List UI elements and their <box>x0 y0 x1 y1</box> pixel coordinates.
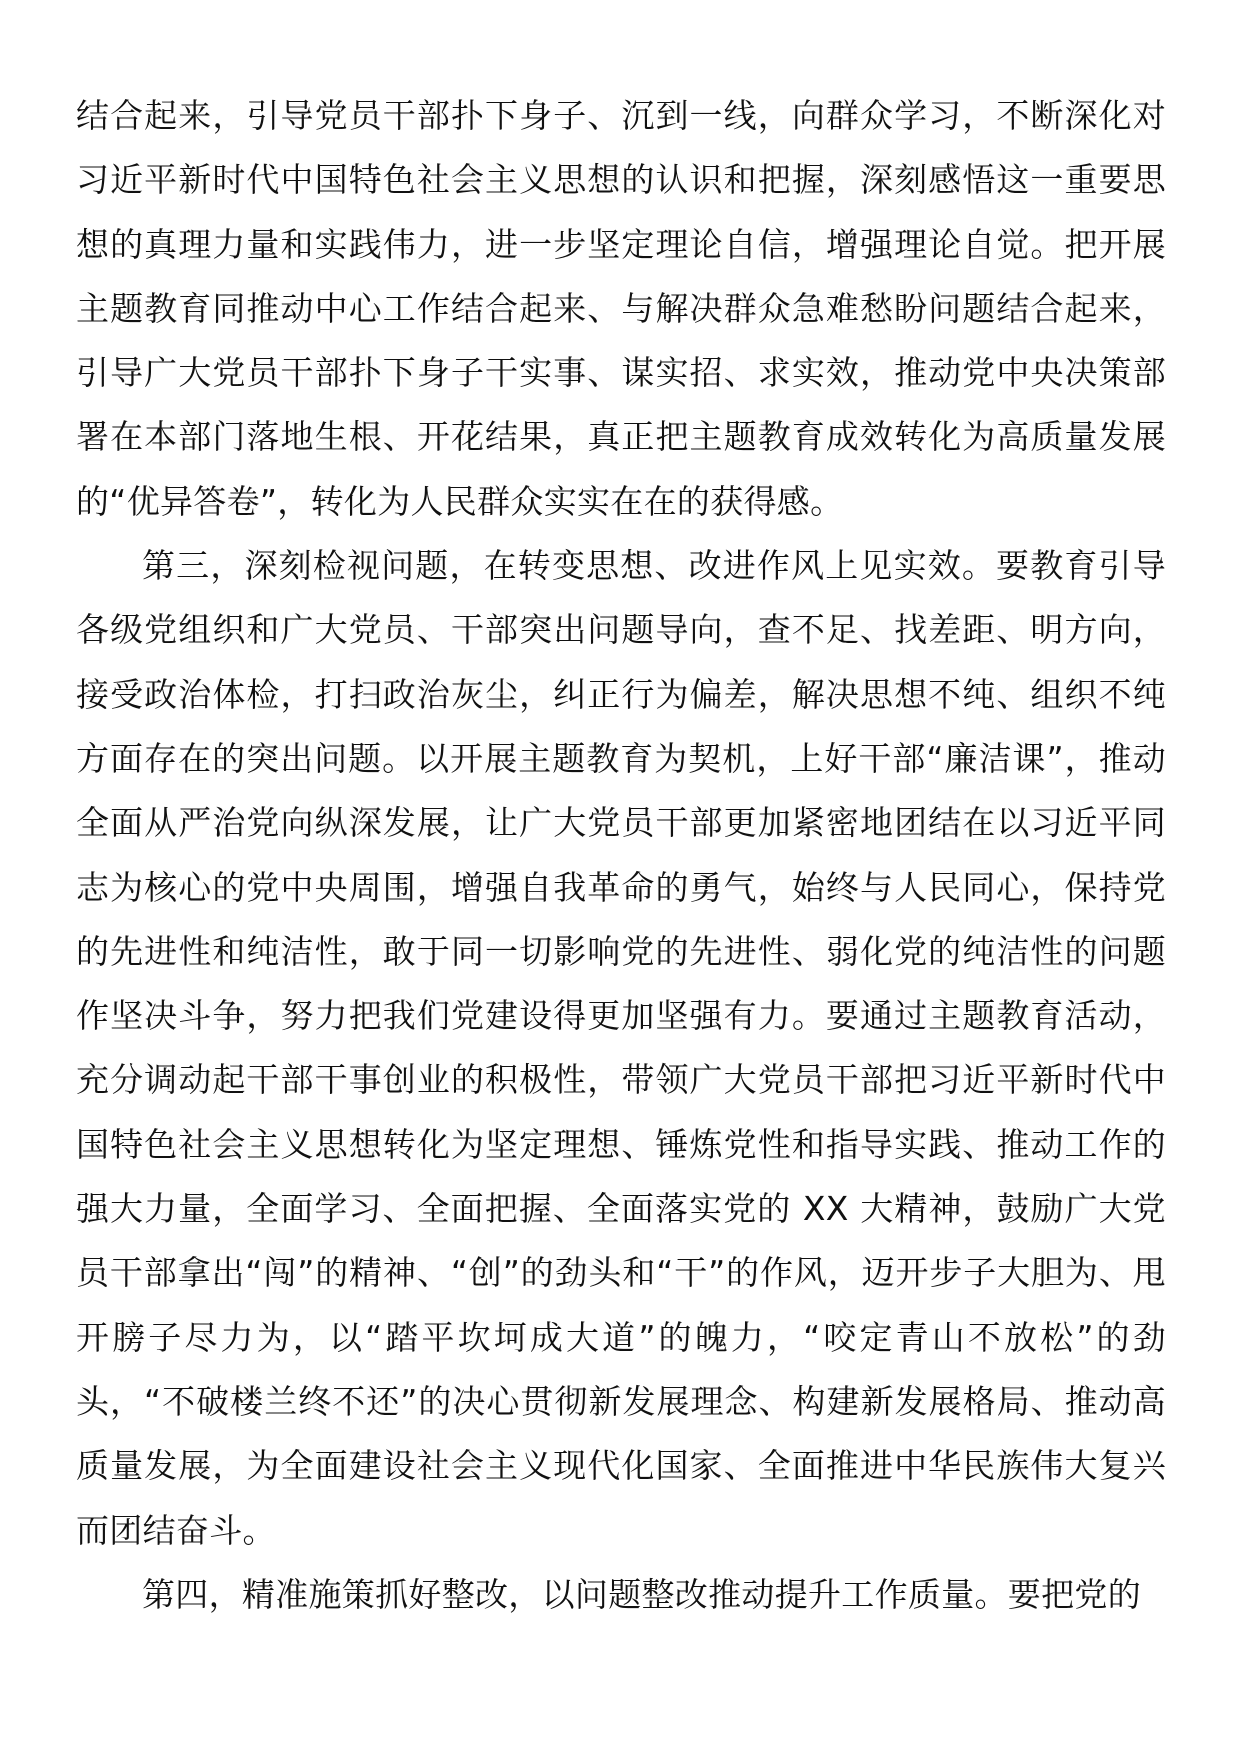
paragraph-third-point: 第三，深刻检视问题，在转变思想、改进作风上见实效。要教育引导各级党组织和广大党员、干部突出问题导向，查不足、找差距、明方向，接受政治体检，打扫政治灰尘，纠正行为偏差，解决思想不纯、组织不纯方面存在的突出问题。以开展主题教育为契机，上好干部“廉洁课”，推动全面从严治党向纵深发展，让广大党员干部更加紧密地团结在以习近平同志为核心的党中央周围，增强自我革命的勇气，始终与人民同心，保持党的先进性和纯洁性，敢于同一切影响党的先进性、弱化党的纯洁性的问题作坚决斗争，努力把我们党建设得更加坚强有力。要通过主题教育活动，充分调动起干部干事创业的积极性，带领广大党员干部把习近平新时代中国特色社会主义思想转化为坚定理想、锤炼党性和指导实践、推动工作的强大力量，全面学习、全面把握、全面落实党的 XX 大精神，鼓励广大党员干部拿出“闯”的精神、“创”的劲头和“干”的作风，迈开步子大胆为、甩开膀子尽力为，以“踏平坎坷成大道”的魄力，“咬定青山不放松”的劲头，“不破楼兰终不还”的决心贯彻新发展理念、构建新发展格局、推动高质量发展，为全面建设社会主义现代化国家、全面推进中华民族伟大复兴而团结奋斗。 <box>76 546 1166 1550</box>
paragraph-continuation: 结合起来，引导党员干部扑下身子、沉到一线，向群众学习，不断深化对习近平新时代中国特色社会主义思想的认识和把握，深刻感悟这一重要思想的真理力量和实践伟力，进一步坚定理论自信，增强理论自觉。把开展主题教育同推动中心工作结合起来、与解决群众急难愁盼问题结合起来，引导广大党员干部扑下身子干实事、谋实招、求实效，推动党中央决策部署在本部门落地生根、开花结果，真正把主题教育成效转化为高质量发展的“优异答卷”，转化为人民群众实实在在的获得感。 <box>76 96 1166 521</box>
document-body <box>76 84 1166 1627</box>
paragraph-fourth-point: 第四，精准施策抓好整改，以问题整改推动提升工作质量。要把党的 <box>142 1574 1141 1614</box>
